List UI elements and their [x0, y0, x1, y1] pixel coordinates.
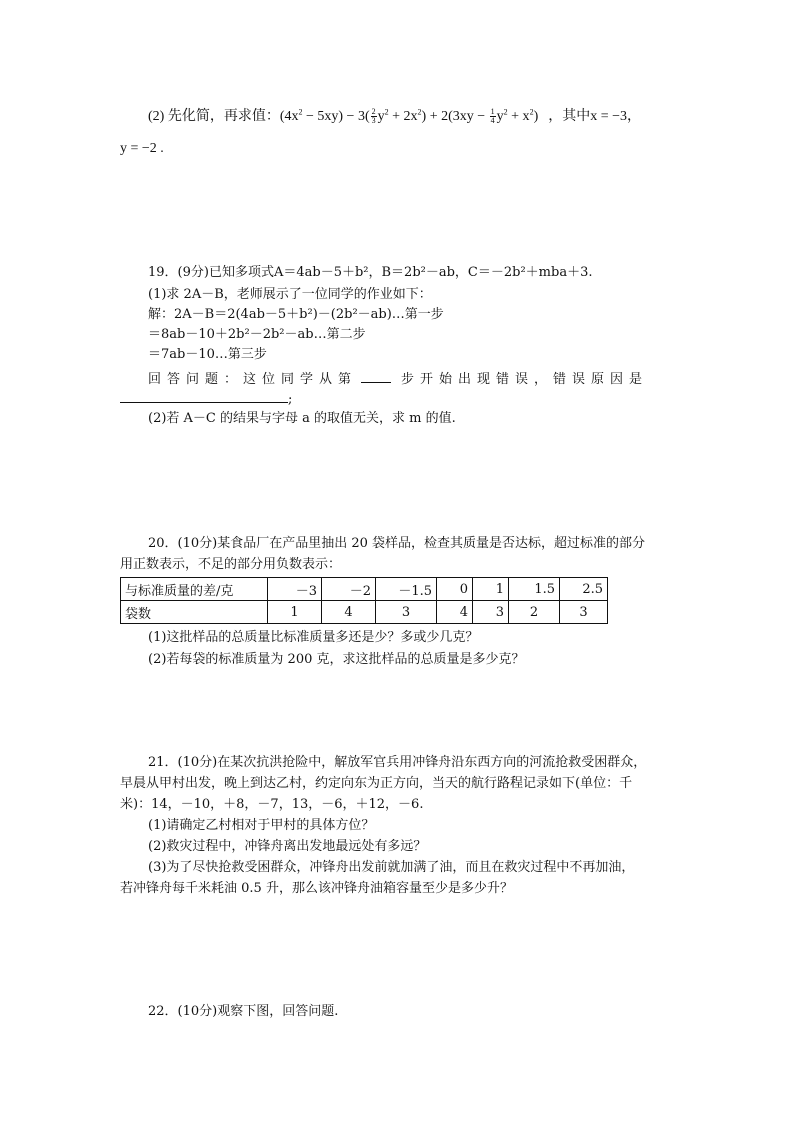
q18-condition: ，其中x = −3，	[548, 109, 642, 124]
q19-step-blank[interactable]	[361, 368, 391, 383]
q19-part1: (1)求 2A－B，老师展示了一位同学的作业如下：	[148, 287, 432, 302]
q19-reason-line: ;	[120, 388, 292, 409]
q20-stem-1: 20．(10分)某食品厂在产品里抽出 20 袋样品，检查其质量是否达标，超过标准的部分	[148, 536, 646, 551]
table-cell: 4	[437, 601, 473, 624]
table-cell: 1	[473, 578, 509, 601]
table-header-diff: 与标准质量的差/克	[121, 578, 268, 601]
table-header-bags: 袋数	[121, 601, 268, 624]
table-cell: 1	[268, 601, 322, 624]
q21-stem-2: 早晨从甲村出发，晚上到达乙村，约定向东为正方向，当天的航行路程记录如下(单位：千	[120, 776, 633, 791]
q19-stem: 19．(9分)已知多项式A＝4ab－5＋b²，B＝2b²－ab，C＝－2b²＋mba＋3.	[148, 265, 593, 280]
table-cell: 3	[376, 601, 437, 624]
q21-part3b: 若冲锋舟每千米耗油 0.5 升，那么该冲锋舟油箱容量至少是多少升？	[120, 881, 513, 896]
q21-part1: (1)请确定乙村相对于甲村的具体方位？	[148, 818, 375, 833]
table-cell: －3	[268, 578, 322, 601]
q20-data-table	[120, 577, 608, 624]
table-cell: 4	[322, 601, 376, 624]
q21-stem-1: 21．(10分)在某次抗洪抢险中，解放军官兵用冲锋舟沿东西方向的河流抢救受困群众，	[148, 755, 647, 770]
table-cell: 0	[437, 578, 473, 601]
q21-part2: (2)救灾过程中，冲锋舟离出发地最远处有多远？	[148, 839, 427, 854]
table-cell: 2	[509, 601, 560, 624]
q21-stem-3: 米)：14，－10，＋8，－7，13，－6，＋12，－6.	[120, 797, 424, 812]
q19-part2: (2)若 A－C 的结果与字母 a 的取值无关，求 m 的值.	[148, 411, 456, 426]
q19-step2: ＝8ab－10＋2b²－2b²－ab…第二步	[148, 327, 366, 342]
q18-part2-prefix: (2) 先化简，再求值：	[148, 109, 280, 124]
q20-part2: (2)若每袋的标准质量为 200 克，求这批样品的总质量是多少克？	[148, 652, 525, 667]
table-cell: 2.5	[560, 578, 608, 601]
q19-step1: 解：2A－B＝2(4ab－5＋b²)－(2b²－ab)…第一步	[148, 307, 444, 322]
table-cell: －2	[322, 578, 376, 601]
q20-part1: (1)这批样品的总质量比标准质量多还是少？多或少几克？	[148, 630, 479, 645]
q21-part3: (3)为了尽快抢救受困群众，冲锋舟出发前就加满了油，而且在救灾过程中不再加油，	[148, 860, 635, 875]
q18-part2-line: (2) 先化简，再求值：$(4x^2 - 5xy) - 3$( $\frac{2}{3}$ $y^2 + 2x^2) + 2(3xy$ − $\frac{1}{4}$ $y^2 + x^2$) ，其中x = −3，	[148, 107, 642, 126]
q19-step3: ＝7ab－10…第三步	[148, 347, 267, 362]
table-cell: 3	[560, 601, 608, 624]
q20-stem-2: 用正数表示，不足的部分用负数表示：	[120, 557, 342, 572]
q18-line2: y = −2 .	[120, 141, 164, 156]
fraction-two-thirds: $\frac{2}{3}$	[371, 107, 376, 126]
q19-reason-blank[interactable]	[120, 388, 288, 403]
table-row	[121, 578, 608, 601]
q19-answer-line: 回答问题：这位同学从第 步开始出现错误，错误原因是	[148, 368, 648, 389]
table-row	[121, 601, 608, 624]
table-cell: －1.5	[376, 578, 437, 601]
table-cell: 3	[473, 601, 509, 624]
q22-stem: 22．(10分)观察下图，回答问题.	[148, 1004, 339, 1019]
fraction-one-quarter: $\frac{1}{4}$	[490, 107, 495, 126]
table-cell: 1.5	[509, 578, 560, 601]
